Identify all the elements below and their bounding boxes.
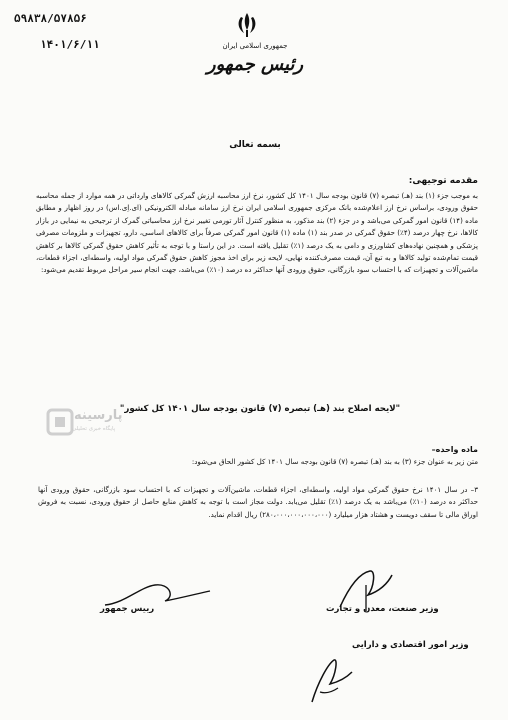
iran-emblem-icon xyxy=(232,10,262,40)
bismillah: بسمه تعالی xyxy=(229,140,281,150)
economy-minister-title: وزیر امور اقتصادی و دارایی xyxy=(352,640,469,650)
article-text: متن زیر به عنوان جزء (۳) به بند (هـ) تبصره (۷) قانون بودجه سال ۱۴۰۱ کل کشور الحاق می‌شود: xyxy=(191,457,478,466)
bill-title: "لایحه اصلاح بند (هـ) تبصره (۷) قانون بودجه سال ۱۴۰۱ کل کشور" xyxy=(119,404,401,414)
header-republic: جمهوری اسلامی ایران xyxy=(222,42,288,50)
article-clause: ۳– در سال ۱۴۰۱ نرخ حقوق گمرکی مواد اولیه، واسطه‌ای، اجزاء قطعات، ماشین‌آلات و تجهیزات که با احتساب سود بازرگانی، حقوق ورودی آنها حداکثر ده درصد (۱۰٪) می‌باشد به یک درصد (۱٪) تقلیل می‌یابد. دولت مجاز است با توجه به کاهش منابع حاصل از حقوق ورودی، نسبت به فروش اوراق مالی تا سقف دویست و هشتاد هزار میلیارد (۲۸۰،۰۰۰،۰۰۰،۰۰۰،۰۰۰) ریال اقدام نماید. xyxy=(38,485,479,519)
president-title: رییس جمهور xyxy=(100,604,155,614)
letter-number: ۵۹۸۳۸/۵۷۸۵۶ xyxy=(14,12,87,25)
article-label: ماده واحده– xyxy=(431,445,478,454)
letter-date: ۱۴۰۱/۶/۱۱ xyxy=(40,38,100,51)
intro-heading: مقدمه توجیهی: xyxy=(408,176,478,186)
industry-minister-title: وزیر صنعت، معدن و تجارت xyxy=(326,604,439,614)
economy-minister-signature xyxy=(300,652,360,707)
header-office: رئیس جمهور xyxy=(206,54,304,75)
watermark-name: پارسینه xyxy=(74,408,123,423)
watermark-tagline: پایگاه خبری تحلیلی xyxy=(72,426,116,432)
intro-paragraph: به موجب جزء (۱) بند (هـ) تبصره (۷) قانون بودجه سال ۱۴۰۱ کل کشور، نرخ ارز محاسبه ارزش گمرکی کالاهای وارداتی در همه موارد از جمله محاسبه حقوق ورودی، براساس نرخ ارز اعلام‌شده بانک مرکزی جمهوری اسلامی ایران نرخ ارز سامانه مبادله الکترونیکی (ای.اِی.اس) در روز اظهار و مطابق ماده (۱۴) قانون امور گمرکی می‌باشد و در جزء (۲) بند مذکور، به منظور کنترل آثار تورمی تغییر نرخ ارز محاسباتی گمرک از ترجیحی به نیمایی در بازار کالاها، نرخ چهار درصد (۴٪) حقوق گمرکی در صدر بند (۱) ماده (۱) قانون امور گمرکی صرفاً برای کالاهای اساسی، دارو، تجهیزات و ملزومات مصرفی پزشکی و همچنین نهاده‌های کشاورزی و دامی به یک درصد (۱٪) تقلیل یافته است. در این راستا و با توجه به تأثیر کاهش حقوق گمرکی کالاها بر کاهش قیمت تمام‌شده تولید کالاها و به تبع آن، قیمت مصرف‌کننده نهایی، لایحه زیر برای اخذ مجوز کاهش حقوق گمرکی مواد اولیه، واسطه‌ای، اجزاء قطعات، ماشین‌آلات و تجهیزات که با احتساب سود بازرگانی، حقوق ورودی آنها حداکثر ده درصد (۱۰٪) می‌باشد، جهت انجام سیر مراحل مربوط تقدیم می‌شود: xyxy=(36,191,478,275)
